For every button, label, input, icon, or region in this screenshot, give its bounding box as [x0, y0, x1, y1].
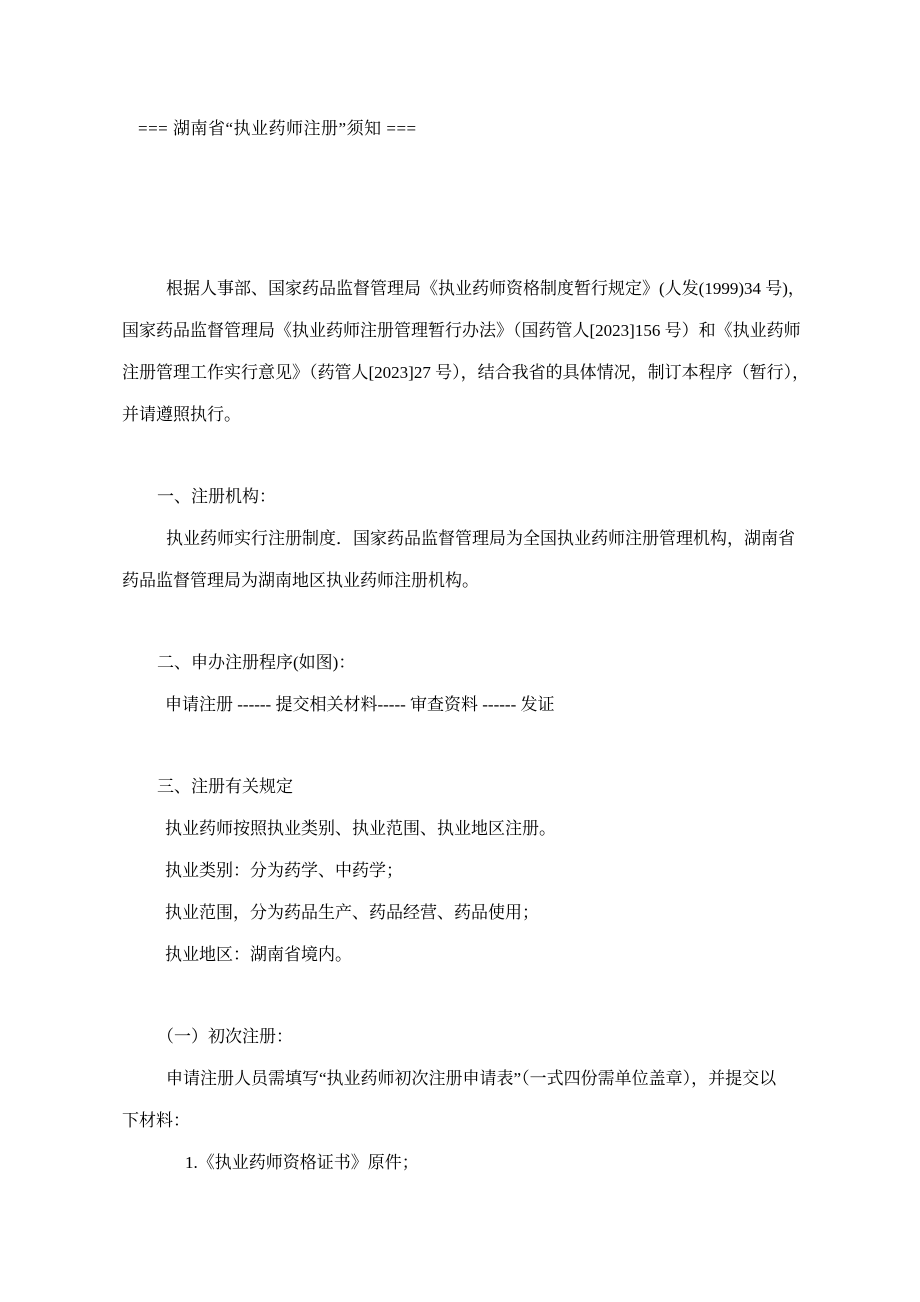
flow-line: 执业药师按照执业类别、执业范围、执业地区注册。 [165, 819, 556, 838]
list-item: 1.《执业药师资格证书》原件； [185, 1153, 419, 1172]
paragraph [122, 1058, 812, 1142]
paragraph-line: 注册管理工作实行意见》（药管人[2023]27 号），结合我省的具体情况，制订本程序（暂行）， [122, 363, 810, 382]
paragraph-line: 执业药师实行注册制度．国家药品监督管理局为全国执业药师注册管理机构，湖南省 [166, 529, 795, 548]
paragraph-line: 申请注册人员需填写“执业药师初次注册申请表”（一式四份需单位盖章），并提交以 [166, 1069, 777, 1088]
section-heading: 一、注册机构： [157, 487, 276, 506]
section-heading: 三、注册有关规定 [157, 777, 293, 796]
paragraph-line: 并请遵照执行。 [122, 405, 241, 424]
paragraph-line: 根据人事部、国家药品监督管理局《执业药师资格制度暂行规定》(人发(1999)34 号)， [166, 279, 805, 298]
section-heading: 二、申办注册程序(如图)： [157, 653, 356, 672]
paragraph-line: 药品监督管理局为湖南地区执业药师注册机构。 [122, 571, 479, 590]
flow-line: 执业地区：湖南省境内。 [165, 945, 352, 964]
paragraph [122, 518, 812, 602]
section-heading: （一）初次注册： [157, 1027, 293, 1046]
flow-line: 申请注册 ------ 提交相关材料----- 审查资料 ------ 发证 [165, 695, 555, 714]
flow-line: 执业类别：分为药学、中药学； [165, 861, 403, 880]
paragraph-line: 下材料： [122, 1111, 190, 1130]
paragraph [122, 268, 812, 436]
flow-line: 执业范围，分为药品生产、药品经营、药品使用； [165, 903, 539, 922]
paragraph-line: 国家药品监督管理局《执业药师注册管理暂行办法》（国药管人[2023]156 号）和《执业药师 [122, 321, 801, 340]
document-title: === 湖南省“执业药师注册”须知 === [138, 119, 417, 138]
